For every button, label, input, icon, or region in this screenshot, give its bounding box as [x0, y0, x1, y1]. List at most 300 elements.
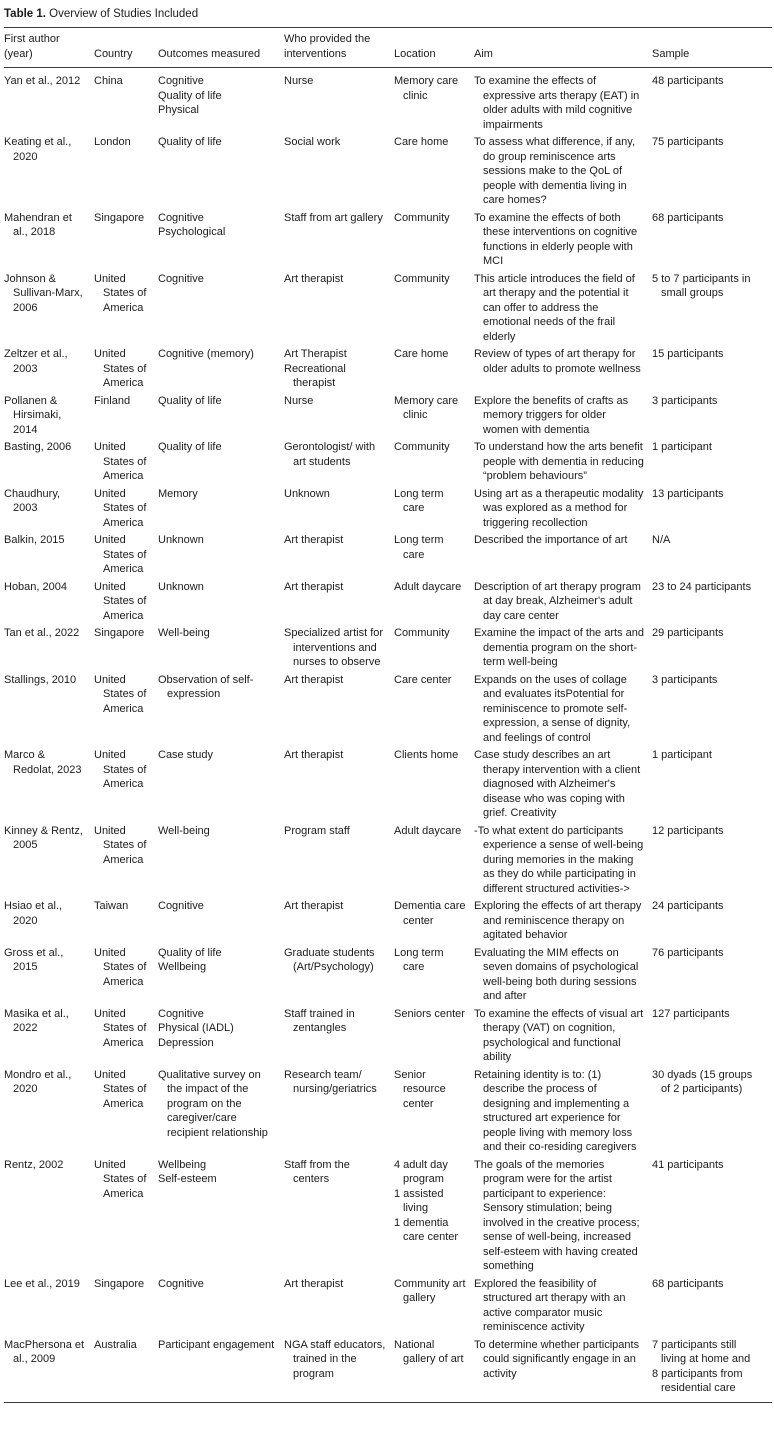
cell-first-author	[4, 672, 94, 748]
cell-location	[394, 271, 474, 347]
column-header-sample: Sample	[652, 28, 772, 68]
cell-outcomes-measured	[158, 68, 284, 135]
cell-country	[94, 393, 158, 440]
cell-country	[94, 625, 158, 672]
cell-line: United States of America	[94, 272, 147, 314]
header-row	[4, 28, 772, 68]
cell-line: Program staff	[284, 824, 350, 837]
cell-line: Art therapist	[284, 673, 344, 686]
cell-line: Quality of life	[158, 136, 222, 148]
cell-aim	[474, 672, 652, 748]
cell-aim	[474, 271, 652, 347]
cell-intervention-provider	[284, 747, 394, 823]
cell-country	[94, 945, 158, 1006]
cell-line: Nurse	[284, 394, 314, 407]
cell-line: United States of America	[94, 946, 147, 988]
cell-line: Staff from the centers	[284, 1158, 350, 1185]
cell-line: Senior resource center	[394, 1068, 446, 1110]
table-row	[4, 393, 772, 440]
cell-line: Community	[394, 272, 450, 285]
cell-line: Research team/ nursing/geriatrics	[284, 1068, 377, 1095]
cell-line: Mahendran et al., 2018	[4, 211, 72, 238]
cell-line: 68 participants	[652, 211, 724, 224]
cell-line: Social work	[284, 136, 341, 148]
table-row	[4, 579, 772, 626]
cell-line: Staff from art gallery	[284, 211, 383, 224]
cell-line: Cognitive	[158, 1277, 204, 1290]
column-header-outcomes-measured: Outcomes measured	[158, 28, 284, 68]
cell-line: Physical (IADL)	[158, 1022, 234, 1034]
cell-sample	[652, 393, 772, 440]
cell-intervention-provider	[284, 672, 394, 748]
cell-location	[394, 486, 474, 533]
table-row	[4, 134, 772, 210]
cell-line: 23 to 24 participants	[652, 580, 752, 593]
cell-line: Dementia care center	[394, 900, 466, 927]
cell-country	[94, 747, 158, 823]
cell-line: Australia	[94, 1338, 137, 1351]
cell-line: Kinney & Rentz, 2005	[4, 824, 83, 851]
cell-first-author	[4, 1067, 94, 1157]
cell-line: Quality of life	[158, 394, 222, 407]
cell-line: 7 participants still living at home and	[652, 1338, 751, 1365]
table-row	[4, 823, 772, 899]
cell-location	[394, 1006, 474, 1067]
cell-line: To examine the effects of visual art therapy (VAT) on cognition, psychological and functional ability	[474, 1007, 644, 1063]
cell-first-author	[4, 439, 94, 486]
cell-line: United States of America	[94, 824, 147, 866]
cell-line: Memory care clinic	[394, 394, 459, 421]
cell-aim	[474, 1067, 652, 1157]
cell-line: Community	[394, 211, 450, 224]
cell-sample	[652, 747, 772, 823]
cell-intervention-provider	[284, 1067, 394, 1157]
cell-line: 1 assisted living	[394, 1187, 444, 1214]
cell-first-author	[4, 68, 94, 135]
cell-line: Quality of life	[158, 946, 222, 959]
cell-line: Psychological	[158, 226, 226, 238]
cell-line: Adult daycare	[394, 824, 462, 837]
cell-line: Observation of self-expression	[158, 673, 254, 700]
cell-location	[394, 346, 474, 393]
cell-outcomes-measured	[158, 1337, 284, 1403]
cell-line: National gallery of art	[394, 1338, 464, 1365]
cell-line: Review of types of art therapy for older adults to promote wellness	[474, 348, 641, 375]
table-row	[4, 1006, 772, 1067]
cell-aim	[474, 1006, 652, 1067]
cell-first-author	[4, 1006, 94, 1067]
cell-line: To assess what difference, if any, do group reminiscence arts sessions make to the QoL of people with dementia living in care homes?	[474, 136, 636, 206]
cell-outcomes-measured	[158, 393, 284, 440]
cell-line: United States of America	[94, 580, 147, 622]
cell-line: To examine the effects of both these interventions on cognitive functions in elderly people with MCI	[474, 211, 638, 267]
cell-sample	[652, 672, 772, 748]
cell-line: 3 participants	[652, 394, 718, 407]
cell-country	[94, 486, 158, 533]
cell-first-author	[4, 1337, 94, 1403]
cell-line: Art therapist	[284, 534, 344, 546]
cell-line: Long term care	[394, 534, 444, 561]
cell-line: 1 participant	[652, 749, 712, 761]
cell-first-author	[4, 945, 94, 1006]
table-caption-text: Overview of Studies Included	[45, 8, 199, 20]
cell-line: This article introduces the field of art therapy and the potential it can offer to address the emotional needs of the frail elderly	[474, 272, 635, 343]
cell-aim	[474, 898, 652, 945]
cell-line: United States of America	[94, 1158, 147, 1200]
cell-line: Taiwan	[94, 900, 129, 912]
cell-line: Balkin, 2015	[4, 534, 65, 546]
cell-country	[94, 532, 158, 579]
cell-location	[394, 1157, 474, 1276]
cell-location	[394, 1337, 474, 1403]
table-row	[4, 532, 772, 579]
cell-outcomes-measured	[158, 672, 284, 748]
cell-aim	[474, 625, 652, 672]
cell-line: Art therapist	[284, 580, 344, 593]
cell-location	[394, 532, 474, 579]
cell-outcomes-measured	[158, 486, 284, 533]
cell-first-author	[4, 823, 94, 899]
cell-sample	[652, 439, 772, 486]
cell-line: Specialized artist for interventions and nurses to observe	[284, 627, 384, 668]
cell-line: Pollanen & Hirsimaki, 2014	[4, 394, 62, 436]
cell-sample	[652, 210, 772, 271]
column-header-first-author: First author (year)	[4, 28, 94, 68]
cell-first-author	[4, 747, 94, 823]
cell-country	[94, 1157, 158, 1276]
cell-line: United States of America	[94, 348, 147, 389]
cell-location	[394, 1276, 474, 1337]
table-row	[4, 1337, 772, 1403]
cell-location	[394, 747, 474, 823]
cell-line: Zeltzer et al., 2003	[4, 348, 68, 375]
cell-line: Clients home	[394, 749, 459, 761]
cell-line: NGA staff educators, trained in the program	[284, 1338, 386, 1380]
table-row	[4, 271, 772, 347]
cell-intervention-provider	[284, 68, 394, 135]
cell-country	[94, 134, 158, 210]
cell-location	[394, 439, 474, 486]
cell-sample	[652, 1157, 772, 1276]
cell-line: Using art as a therapeutic modality was explored as a method for triggering recollection	[474, 487, 644, 529]
cell-line: 3 participants	[652, 673, 718, 686]
cell-line: Qualitative survey on the impact of the program on the caregiver/care recipient relationship	[158, 1068, 268, 1139]
cell-line: Described the importance of art	[474, 534, 628, 546]
cell-line: 12 participants	[652, 824, 724, 837]
cell-first-author	[4, 486, 94, 533]
cell-line: Wellbeing	[158, 1158, 207, 1171]
cell-sample	[652, 1006, 772, 1067]
cell-first-author	[4, 134, 94, 210]
cell-line: Tan et al., 2022	[4, 627, 80, 639]
cell-aim	[474, 68, 652, 135]
cell-outcomes-measured	[158, 1067, 284, 1157]
cell-country	[94, 1067, 158, 1157]
column-header-aim: Aim	[474, 28, 652, 68]
cell-line: 24 participants	[652, 900, 724, 912]
table-header	[4, 28, 772, 68]
cell-line: Cognitive	[158, 272, 204, 285]
cell-line: Case study describes an art therapy intervention with a client diagnosed with Alzheimer's disease who was coping with grief. Creativity	[474, 749, 641, 819]
cell-outcomes-measured	[158, 134, 284, 210]
cell-line: Care center	[394, 673, 452, 686]
cell-line: United States of America	[94, 673, 147, 715]
cell-line: To examine the effects of expressive arts therapy (EAT) in older adults with mild cognitive impairments	[474, 75, 640, 131]
cell-line: United States of America	[94, 441, 147, 482]
table-row	[4, 1157, 772, 1276]
cell-outcomes-measured	[158, 945, 284, 1006]
cell-intervention-provider	[284, 625, 394, 672]
cell-line: Chaudhury, 2003	[4, 487, 61, 514]
cell-aim	[474, 579, 652, 626]
table-caption	[4, 7, 772, 21]
cell-sample	[652, 625, 772, 672]
table-row	[4, 210, 772, 271]
cell-aim	[474, 532, 652, 579]
cell-sample	[652, 579, 772, 626]
cell-sample	[652, 898, 772, 945]
cell-line: Long term care	[394, 946, 444, 973]
cell-line: Care home	[394, 136, 449, 148]
cell-line: United States of America	[94, 487, 147, 529]
cell-line: Explored the feasibility of structured art therapy with an active comparator music reminiscence activity	[474, 1277, 626, 1333]
cell-country	[94, 672, 158, 748]
table-row	[4, 486, 772, 533]
cell-first-author	[4, 1276, 94, 1337]
cell-sample	[652, 1276, 772, 1337]
cell-outcomes-measured	[158, 346, 284, 393]
cell-intervention-provider	[284, 945, 394, 1006]
cell-aim	[474, 1337, 652, 1403]
table-row	[4, 68, 772, 135]
cell-line: Mondro et al., 2020	[4, 1068, 72, 1095]
cell-sample	[652, 486, 772, 533]
cell-line: Case study	[158, 749, 214, 761]
cell-outcomes-measured	[158, 1276, 284, 1337]
cell-first-author	[4, 579, 94, 626]
cell-first-author	[4, 346, 94, 393]
cell-line: 127 participants	[652, 1007, 730, 1020]
cell-line: Rentz, 2002	[4, 1158, 64, 1171]
cell-line: Depression	[158, 1036, 214, 1049]
cell-intervention-provider	[284, 271, 394, 347]
cell-sample	[652, 823, 772, 899]
cell-country	[94, 1337, 158, 1403]
cell-country	[94, 210, 158, 271]
cell-intervention-provider	[284, 898, 394, 945]
cell-line: 29 participants	[652, 627, 724, 639]
cell-line: 1 participant	[652, 441, 712, 453]
cell-line: 8 participants from residential care	[652, 1367, 743, 1394]
cell-line: Quality of life	[158, 441, 222, 453]
cell-line: Physical	[158, 104, 199, 116]
cell-sample	[652, 945, 772, 1006]
cell-line: Gross et al., 2015	[4, 946, 64, 973]
cell-intervention-provider	[284, 439, 394, 486]
cell-line: 48 participants	[652, 75, 724, 87]
cell-line: Gerontologist/ with art students	[284, 441, 376, 468]
cell-location	[394, 625, 474, 672]
cell-intervention-provider	[284, 579, 394, 626]
cell-intervention-provider	[284, 346, 394, 393]
cell-intervention-provider	[284, 1157, 394, 1276]
cell-country	[94, 898, 158, 945]
cell-line: Recreational therapist	[284, 362, 346, 389]
cell-line: Art therapist	[284, 1277, 344, 1290]
column-header-country: Country	[94, 28, 158, 68]
cell-country	[94, 1276, 158, 1337]
cell-outcomes-measured	[158, 1006, 284, 1067]
cell-sample	[652, 271, 772, 347]
cell-first-author	[4, 1157, 94, 1276]
cell-sample	[652, 1067, 772, 1157]
cell-line: United States of America	[94, 1068, 147, 1110]
cell-line: Marco & Redolat, 2023	[4, 749, 82, 776]
cell-aim	[474, 823, 652, 899]
cell-outcomes-measured	[158, 823, 284, 899]
cell-aim	[474, 747, 652, 823]
table-row	[4, 747, 772, 823]
table-row	[4, 1067, 772, 1157]
cell-outcomes-measured	[158, 271, 284, 347]
cell-aim	[474, 439, 652, 486]
cell-sample	[652, 1337, 772, 1403]
cell-first-author	[4, 271, 94, 347]
cell-line: Community art gallery	[394, 1277, 466, 1304]
table-row	[4, 898, 772, 945]
cell-location	[394, 945, 474, 1006]
table-row	[4, 1276, 772, 1337]
cell-aim	[474, 1276, 652, 1337]
cell-line: Community	[394, 441, 450, 453]
cell-line: Cognitive	[158, 900, 204, 912]
cell-line: Unknown	[158, 580, 204, 593]
cell-line: Well-being	[158, 824, 210, 837]
cell-outcomes-measured	[158, 1157, 284, 1276]
cell-sample	[652, 532, 772, 579]
cell-line: 30 dyads (15 groups of 2 participants)	[652, 1068, 753, 1095]
cell-line: Unknown	[158, 534, 204, 546]
cell-intervention-provider	[284, 823, 394, 899]
cell-line: N/A	[652, 534, 671, 546]
cell-line: Explore the benefits of crafts as memory triggers for older women with dementia	[474, 394, 629, 436]
cell-line: Johnson & Sullivan-Marx, 2006	[4, 272, 83, 314]
cell-line: 1 dementia care center	[394, 1216, 459, 1243]
cell-line: Art therapist	[284, 749, 344, 761]
cell-country	[94, 1006, 158, 1067]
cell-outcomes-measured	[158, 532, 284, 579]
cell-line: Long term care	[394, 487, 444, 514]
cell-line: The goals of the memories program were for the artist participant to experience: Sensory stimulation; being involved in the creative process; sense of well-being, increased self-esteem with having created something	[474, 1158, 640, 1272]
cell-location	[394, 579, 474, 626]
cell-aim	[474, 393, 652, 440]
cell-line: Quality of life	[158, 89, 222, 102]
cell-line: Cognitive	[158, 211, 204, 224]
cell-line: United States of America	[94, 534, 147, 575]
cell-line: Art Therapist	[284, 348, 347, 360]
cell-intervention-provider	[284, 486, 394, 533]
cell-outcomes-measured	[158, 579, 284, 626]
cell-line: Evaluating the MIM effects on seven domains of psychological well-being both during sessions and after	[474, 946, 639, 1002]
cell-line: 13 participants	[652, 487, 724, 500]
cell-line: China	[94, 75, 123, 87]
column-header-intervention-provider: Who provided the interventions	[284, 28, 394, 68]
cell-aim	[474, 210, 652, 271]
cell-country	[94, 346, 158, 393]
cell-first-author	[4, 210, 94, 271]
cell-line: Expands on the uses of collage and evaluates itsPotential for reminiscence to promote self-expression, a sense of dignity, and feelings of control	[474, 673, 631, 744]
cell-sample	[652, 134, 772, 210]
cell-line: To determine whether participants could significantly engage in an activity	[474, 1338, 640, 1380]
cell-line: Unknown	[284, 487, 330, 500]
cell-line: 15 participants	[652, 348, 724, 360]
table-caption-label: Table 1.	[4, 8, 46, 20]
cell-line: Yan et al., 2012	[4, 75, 81, 87]
cell-country	[94, 271, 158, 347]
cell-outcomes-measured	[158, 439, 284, 486]
cell-line: Art therapist	[284, 900, 344, 912]
cell-line: Cognitive	[158, 75, 204, 87]
cell-line: United States of America	[94, 749, 147, 790]
cell-line: Hsiao et al., 2020	[4, 900, 63, 927]
cell-line: MacPhersona et al., 2009	[4, 1338, 85, 1365]
cell-line: Masika et al., 2022	[4, 1007, 69, 1034]
studies-table	[4, 27, 772, 1403]
cell-location	[394, 134, 474, 210]
cell-line: Art therapist	[284, 272, 344, 285]
cell-intervention-provider	[284, 393, 394, 440]
table-row	[4, 672, 772, 748]
cell-line: Singapore	[94, 1277, 145, 1290]
cell-line: Lee et al., 2019	[4, 1277, 80, 1290]
table-body	[4, 68, 772, 1403]
cell-line: Adult daycare	[394, 580, 462, 593]
cell-line: Singapore	[94, 211, 145, 224]
cell-line: London	[94, 136, 131, 148]
cell-line: Finland	[94, 394, 131, 407]
cell-line: 76 participants	[652, 946, 724, 959]
cell-line: Seniors center	[394, 1007, 465, 1020]
cell-line: Examine the impact of the arts and dementia program on the short-term well-being	[474, 627, 644, 668]
cell-line: 75 participants	[652, 136, 724, 148]
cell-line: Cognitive	[158, 1007, 204, 1020]
cell-outcomes-measured	[158, 210, 284, 271]
column-header-location: Location	[394, 28, 474, 68]
cell-location	[394, 393, 474, 440]
cell-line: Exploring the effects of art therapy and reminiscence therapy on agitated behavior	[474, 900, 642, 941]
cell-line: Keating et al., 2020	[4, 136, 72, 163]
table-row	[4, 346, 772, 393]
cell-line: Retaining identity is to: (1) describe the process of designing and implementing a structured art experience for people living with memory loss and their co-residing caregivers	[474, 1068, 637, 1153]
cell-first-author	[4, 393, 94, 440]
cell-first-author	[4, 625, 94, 672]
cell-intervention-provider	[284, 1337, 394, 1403]
cell-intervention-provider	[284, 134, 394, 210]
cell-aim	[474, 486, 652, 533]
cell-line: Description of art therapy program at day break, Alzheimer's adult day care center	[474, 580, 641, 622]
cell-line: Singapore	[94, 627, 145, 639]
cell-intervention-provider	[284, 210, 394, 271]
cell-line: Memory	[158, 487, 198, 500]
cell-sample	[652, 68, 772, 135]
cell-line: United States of America	[94, 1007, 147, 1049]
cell-line: Graduate students (Art/Psychology)	[284, 946, 375, 973]
cell-country	[94, 579, 158, 626]
cell-country	[94, 439, 158, 486]
cell-line: Self-esteem	[158, 1173, 217, 1185]
cell-line: Well-being	[158, 627, 210, 639]
cell-outcomes-measured	[158, 625, 284, 672]
